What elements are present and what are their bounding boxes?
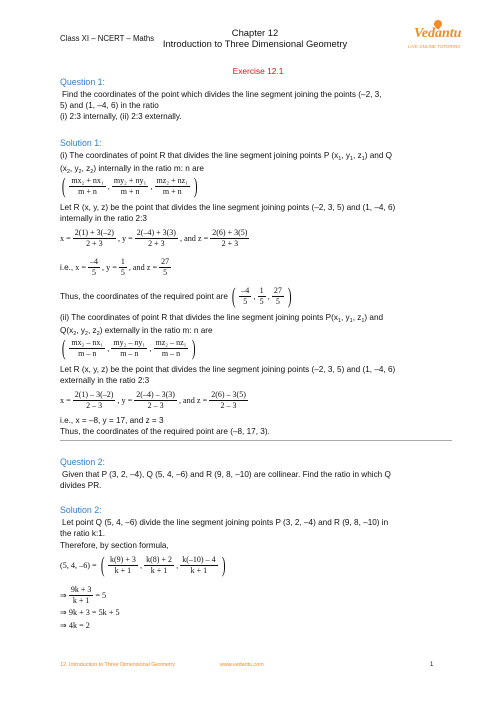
solution-2-line1: Let point Q (5, 4, –6) divide the line segment joining points P (3, 2, –4) and R (9, 8, –10) in bbox=[62, 518, 389, 527]
step-1: ⇒ $\frac{9k + 3}{k + 1}$ = 5 bbox=[60, 584, 107, 605]
fraction: $\frac{\text{mx₂ – nx₁}}{m - n}$ bbox=[71, 337, 104, 358]
solution-1-para3: internally in the ratio 2:3 bbox=[60, 214, 147, 223]
implies-icon: ⇒ bbox=[60, 621, 67, 630]
external-substitution: x = $\frac{2(1) - 3(-2)}{2 - 3}$ , y = $\frac{2(-4) - 3(3)}{2 - 3}$ , and z = $\frac{2(6) - 3(5)}{2 - 3}$ bbox=[60, 389, 246, 410]
exercise-title: Exercise 12.1 bbox=[232, 66, 284, 76]
fraction: $\frac{9k + 3}{k + 1}$ bbox=[70, 584, 92, 605]
internal-section-formula: ( $\frac{\text{mx₂ + nx₁}}{m + n}$ , $\frac{\text{my₂ + ny₁}}{m + n}$ , $\frac{\text{mz₂ + nz₁}}{m + n}$ ) bbox=[61, 173, 198, 198]
question-1-line1: Find the coordinates of the point which divides the line segment joining the points (–2, 3, bbox=[62, 90, 382, 99]
section-divider bbox=[60, 440, 452, 441]
vedantu-logo bbox=[404, 22, 468, 56]
logo-tagline: LIVE ONLINE TUTORING bbox=[408, 44, 461, 49]
question-2-line2: divides PR. bbox=[60, 481, 102, 490]
external-section-formula: ( $\frac{\text{mx₂ – nx₁}}{m - n}$ , $\frac{\text{my₂ – ny₁}}{m - n}$ , $\frac{\text{mz₂ – nz₁}}{m - n}$ ) bbox=[61, 335, 196, 360]
section-formula-equation: (5, 4, –6) = ( $\frac{k(9) + 3}{k + 1}$ , $\frac{k(8) + 2}{k + 1}$ , $\frac{k(-10) - 4}{k + 1}$ ) bbox=[60, 552, 226, 577]
chapter-title: Introduction to Three Dimensional Geometry bbox=[162, 38, 348, 49]
fraction: $\frac{k(-10) - 4}{k + 1}$ bbox=[182, 554, 216, 575]
page-number: 1 bbox=[430, 662, 434, 668]
fraction: $\frac{k(8) + 2}{k + 1}$ bbox=[146, 554, 172, 575]
footer-chapter: 12. Introduction to Three Dimensional Geometry bbox=[60, 662, 175, 668]
class-label: Class XI – NCERT – Maths bbox=[60, 34, 155, 43]
fraction: $\frac{2(-4) - 3(3)}{2 - 3}$ bbox=[136, 389, 175, 410]
internal-result: i.e., x = $\frac{-4}{5}$ , y = $\frac{1}{5}$ , and z = $\frac{27}{5}$ bbox=[60, 256, 170, 277]
solution-1-para2: Let R (x, y, z) be the point that divides the line segment joining points (–2, 3, 5) and (1, –4, 6) bbox=[60, 203, 396, 212]
fraction: $\frac{\text{mz₂ + nz₁}}{m + n}$ bbox=[156, 175, 188, 196]
fraction: $\frac{-4}{5}$ bbox=[241, 285, 250, 306]
solution-2-line3: Therefore, by section formula, bbox=[60, 541, 169, 550]
fraction: $\frac{-4}{5}$ bbox=[89, 256, 98, 277]
fraction: $\frac{2(-4) + 3(3)}{2 + 3}$ bbox=[136, 227, 176, 248]
fraction: $\frac{2(6) - 3(5)}{2 - 3}$ bbox=[211, 389, 246, 410]
solution-1-para6: externally in the ratio 2:3 bbox=[60, 376, 150, 385]
fraction: $\frac{\text{mz₂ – nz₁}}{m - n}$ bbox=[155, 337, 187, 358]
solution-2-heading: Solution 2: bbox=[60, 505, 102, 515]
footer-website-link[interactable]: www.vedantu.com bbox=[220, 662, 264, 668]
solution-1-para8: Thus, the coordinates of the required point are (–8, 17, 3). bbox=[60, 427, 270, 436]
implies-icon: ⇒ bbox=[60, 608, 67, 617]
question-1-heading: Question 1: bbox=[60, 77, 105, 87]
fraction: $\frac{1}{5}$ bbox=[120, 256, 125, 277]
fraction: $\frac{2(1) + 3(-2)}{2 + 3}$ bbox=[74, 227, 114, 248]
solution-1-heading: Solution 1: bbox=[60, 138, 102, 148]
fraction: $\frac{27}{5}$ bbox=[161, 256, 170, 277]
fraction: $\frac{k(9) + 3}{k + 1}$ bbox=[110, 554, 136, 575]
step-2: ⇒ 9k + 3 = 5k + 5 bbox=[60, 607, 120, 617]
fraction: $\frac{\text{my₂ + ny₁}}{m + n}$ bbox=[113, 175, 147, 196]
question-1-line3: (i) 2:3 internally, (ii) 2:3 externally. bbox=[60, 112, 182, 121]
solution-2-line2: the ratio k:1. bbox=[60, 529, 106, 538]
solution-1-para4: (ii) The coordinates of point R that divides the line segment joining points $P(x_1$, $y_1$, $z_1$) and $Q(x_2$, $y_2$, $z_2$) externally in the ratio m: n are bbox=[60, 313, 384, 338]
fraction: $\frac{\text{my₂ – ny₁}}{m - n}$ bbox=[113, 337, 146, 358]
step-3: ⇒ 4k = 2 bbox=[60, 620, 90, 630]
question-1-line2: 5) and (1, –4, 6) in the ratio bbox=[60, 101, 159, 110]
internal-substitution: x = $\frac{2(1) + 3(-2)}{2 + 3}$ , y = $\frac{2(-4) + 3(3)}{2 + 3}$ , and z = $\frac{2(6) + 3(5)}{2 + 3}$ bbox=[60, 227, 248, 248]
question-2-line1: Given that P (3, 2, –4), Q (5, 4, –6) and R (9, 8, –10) are collinear. Find the ratio in which Q bbox=[62, 470, 391, 479]
internal-answer: Thus, the coordinates of the required point are ( $\frac{-4}{5}$ , $\frac{1}{5}$ , $\frac{27}{5}$ ) bbox=[60, 283, 292, 308]
fraction: $\frac{27}{5}$ bbox=[273, 285, 282, 306]
implies-icon: ⇒ bbox=[60, 591, 67, 600]
solution-1-para7: i.e., x = –8, y = 17, and z = 3 bbox=[60, 416, 164, 425]
chapter-heading bbox=[160, 27, 350, 49]
logo-wordmark: Vedantu bbox=[414, 26, 462, 41]
fraction: $\frac{\text{mx₂ + nx₁}}{m + n}$ bbox=[71, 175, 104, 196]
chapter-number: Chapter 12 bbox=[231, 27, 279, 38]
fraction: $\frac{2(6) + 3(5)}{2 + 3}$ bbox=[212, 227, 248, 248]
solution-1-para1: (i) The coordinates of point R that divides the line segment joining points P ($x_1$, $y_1$, $z_1$) and Q ($x_2$, $y_2$, $z_2$) internally in the ratio m: n are bbox=[60, 151, 393, 176]
fraction: $\frac{2(1) - 3(-2)}{2 - 3}$ bbox=[74, 389, 114, 410]
solution-1-para5: Let R (x, y, z) be the point that divides the line segment joining points (–2, 3, 5) and (1, –4, 6) bbox=[60, 365, 396, 374]
fraction: $\frac{1}{5}$ bbox=[259, 285, 264, 306]
question-2-heading: Question 2: bbox=[60, 457, 105, 467]
